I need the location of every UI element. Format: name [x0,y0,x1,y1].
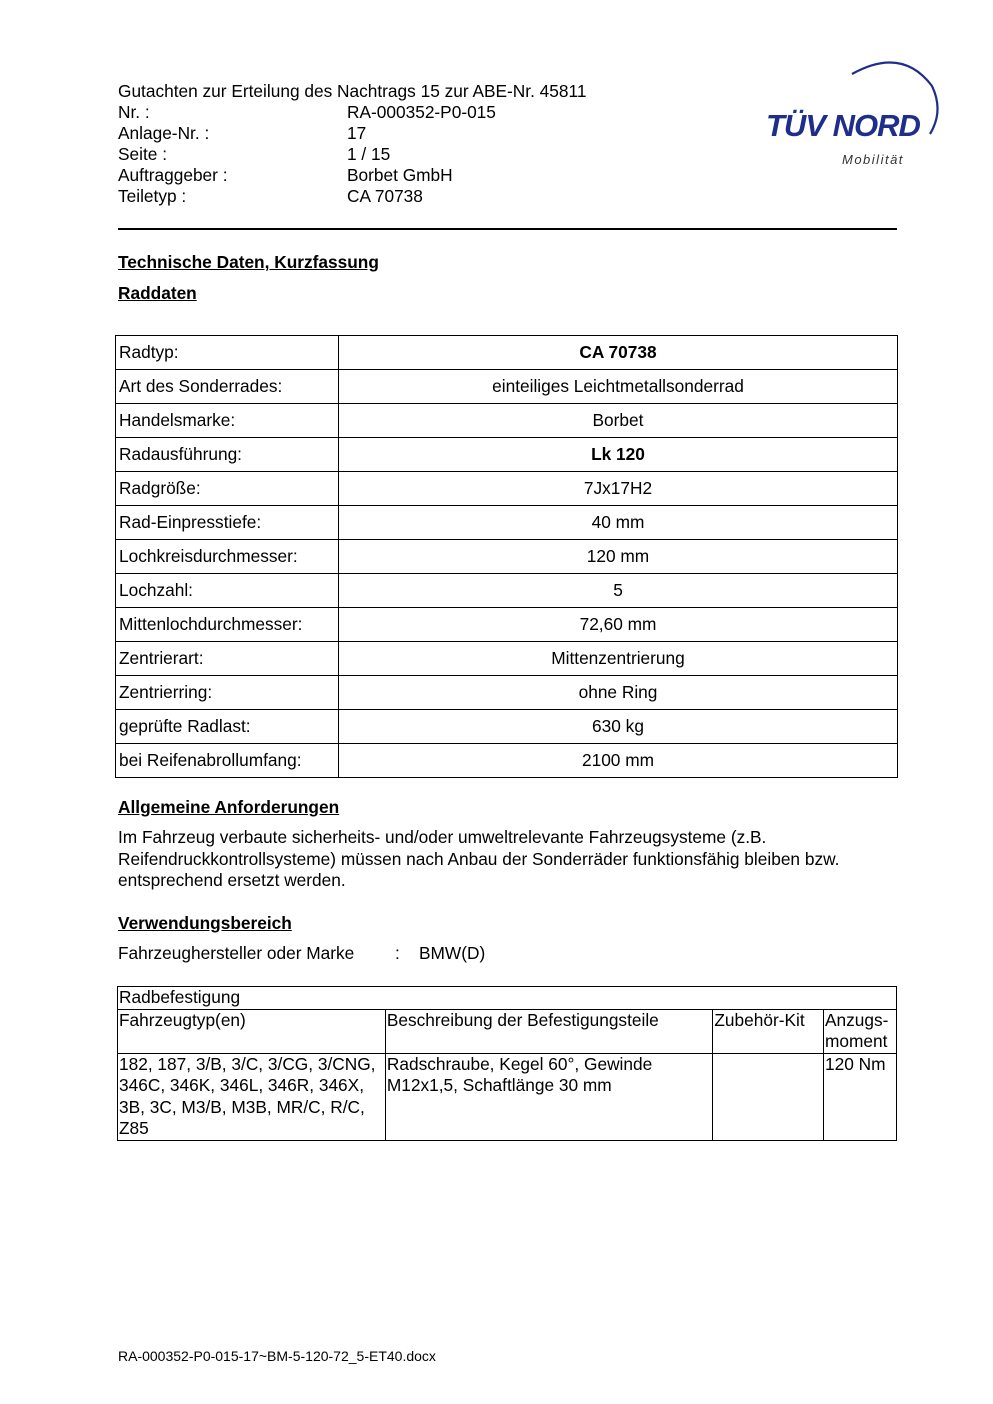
meta-value: RA-000352-P0-015 [347,102,496,122]
tuv-nord-logo [762,56,942,172]
header-divider [118,228,897,230]
cell-description: Radschraube, Kegel 60°, Gewinde M12x1,5, Schaftlänge 30 mm [385,1053,712,1140]
row-value: 630 kg [339,710,898,744]
header-torque: Anzugs-moment [824,1009,897,1053]
row-value: CA 70738 [339,336,898,370]
maker-line [118,943,486,964]
fixing-caption: Radbefestigung [118,987,897,1010]
table-row [116,472,898,506]
svg-text:TÜV NORD: TÜV NORD [766,108,920,143]
row-value: 120 mm [339,540,898,574]
svg-text:Mobilität: Mobilität [842,152,904,167]
heading-wheel-data: Raddaten [118,283,197,303]
maker-value: BMW(D) [419,943,486,963]
wheel-data-table [115,335,898,778]
row-value: 2100 mm [339,744,898,778]
row-label: Rad-Einpresstiefe: [116,506,339,540]
cell-kit [713,1053,824,1140]
meta-value: Borbet GmbH [347,165,453,185]
row-label: Radausführung: [116,438,339,472]
meta-key: Auftraggeber : [118,165,228,185]
row-value: 7Jx17H2 [339,472,898,506]
row-label: Radgröße: [116,472,339,506]
meta-key: Anlage-Nr. : [118,123,210,143]
row-label: Zentrierring: [116,676,339,710]
row-value: 5 [339,574,898,608]
meta-value: CA 70738 [347,186,423,206]
table-row [116,336,898,370]
general-paragraph: Im Fahrzeug verbaute sicherheits- und/oder umweltrelevante Fahrzeugsysteme (z.B. Reifendruckkontrollsysteme) müssen nach Anbau der Sonderräder funktionsfähig bleiben bzw. entsprechend ersetzt werden. [118,827,840,890]
header-vehicle-types: Fahrzeugtyp(en) [118,1009,386,1053]
row-label: Art des Sonderrades: [116,370,339,404]
meta-key: Teiletyp : [118,186,187,206]
document-title: Gutachten zur Erteilung des Nachtrags 15 zur ABE-Nr. 45811 [118,81,587,101]
table-row [118,1053,897,1140]
row-value: Borbet [339,404,898,438]
cell-vehicle-types: 182, 187, 3/B, 3/C, 3/CG, 3/CNG, 346C, 346K, 346L, 346R, 346X, 3B, 3C, M3/B, M3B, MR/C, R/C, Z85 [118,1053,386,1140]
meta-row-seite [118,144,718,165]
row-label: Zentrierart: [116,642,339,676]
table-row [116,404,898,438]
heading-technical: Technische Daten, Kurzfassung [118,252,379,272]
row-value: 72,60 mm [339,608,898,642]
maker-colon: : [395,943,400,963]
row-label: geprüfte Radlast: [116,710,339,744]
heading-general: Allgemeine Anforderungen [118,797,340,817]
table-row [116,710,898,744]
row-label: Mittenlochdurchmesser: [116,608,339,642]
row-value: 40 mm [339,506,898,540]
table-row [116,438,898,472]
meta-row-teiletyp [118,186,718,207]
meta-value: 17 [347,123,367,143]
meta-row-anlage [118,123,718,144]
table-row [116,608,898,642]
fixing-table [117,986,897,1141]
row-value: einteiliges Leichtmetallsonderrad [339,370,898,404]
row-label: bei Reifenabrollumfang: [116,744,339,778]
table-row [116,744,898,778]
table-row [116,540,898,574]
table-row [116,370,898,404]
meta-key: Nr. : [118,102,150,122]
footer-filename: RA-000352-P0-015-17~BM-5-120-72_5-ET40.docx [118,1348,436,1364]
row-value: Lk 120 [339,438,898,472]
table-row [116,574,898,608]
table-row [116,642,898,676]
cell-torque: 120 Nm [824,1053,897,1140]
table-row [116,676,898,710]
row-label: Handelsmarke: [116,404,339,438]
table-row [118,987,897,1010]
heading-usage: Verwendungsbereich [118,913,292,933]
row-label: Radtyp: [116,336,339,370]
maker-label: Fahrzeughersteller oder Marke [118,943,355,963]
row-value: ohne Ring [339,676,898,710]
row-label: Lochzahl: [116,574,339,608]
header-description: Beschreibung der Befestigungsteile [385,1009,712,1053]
row-value: Mittenzentrierung [339,642,898,676]
table-row [116,506,898,540]
meta-row-auftraggeber [118,165,718,186]
table-header-row [118,1009,897,1053]
header-kit: Zubehör-Kit [713,1009,824,1053]
meta-row-nr [118,102,718,123]
meta-key: Seite : [118,144,167,164]
row-label: Lochkreisdurchmesser: [116,540,339,574]
meta-value: 1 / 15 [347,144,391,164]
